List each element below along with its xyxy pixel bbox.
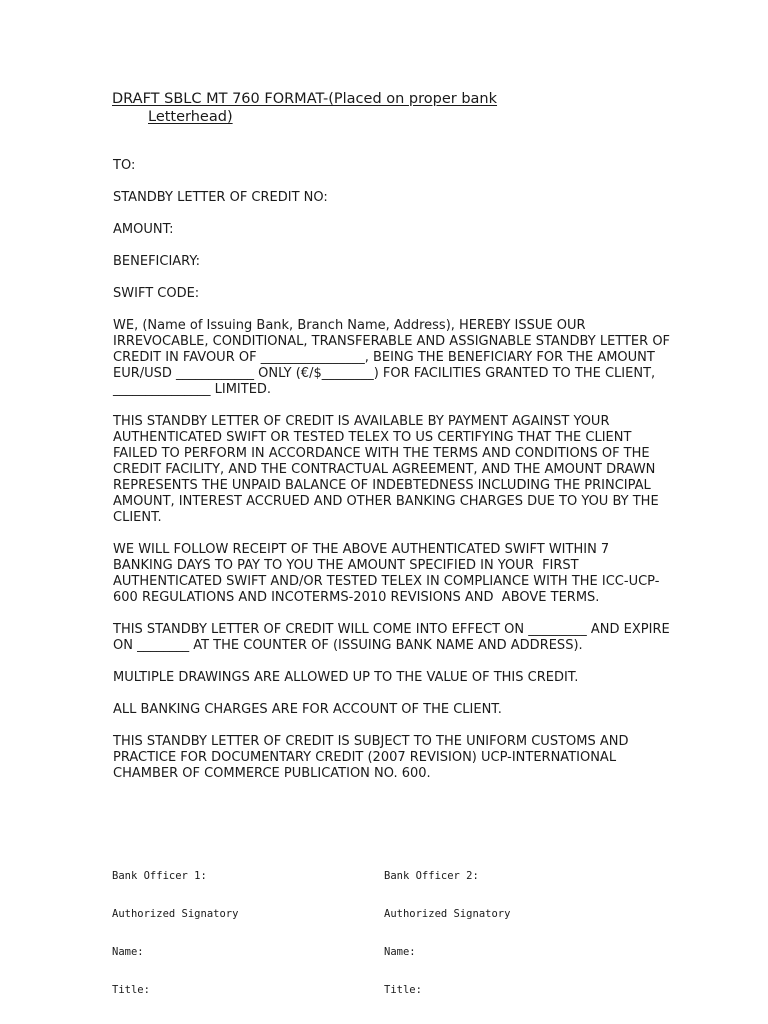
officer-label: Bank Officer 2:: [384, 870, 479, 883]
swift-code-field-label: SWIFT CODE:: [113, 286, 200, 301]
governing-rules-paragraph: THIS STANDBY LETTER OF CREDIT IS SUBJECT TO THE UNIFORM CUSTOMS AND PRACTICE FOR DOCUMENTARY CREDIT (2007 REVISION) UCP-INTERNATIONAL CHAMBER OF COMMERCE PUBLICATION NO. 600.: [113, 734, 633, 781]
officer-role: Authorized Signatory: [112, 907, 239, 920]
validity-paragraph: THIS STANDBY LETTER OF CREDIT WILL COME INTO EFFECT ON _________ AND EXPIRE ON ________ AT THE COUNTER OF (ISSUING BANK NAME AND ADDRESS).: [113, 622, 674, 653]
officer-title-label: Title:: [112, 983, 150, 996]
signature-block-officer-2: [384, 845, 510, 1021]
availability-paragraph: THIS STANDBY LETTER OF CREDIT IS AVAILABLE BY PAYMENT AGAINST YOUR AUTHENTICATED SWIFT OR TESTED TELEX TO US CERTIFYING THAT THE CLIENT FAILED TO PERFORM IN ACCORDANCE WITH THE TERMS AND CONDITIONS OF THE CREDIT FACILITY, AND THE CONTRACTUAL AGREEMENT, AND THE AMOUNT DRAWN REPRESENTS THE UNPAID BALANCE OF INDEBTEDNESS INCLUDING THE PRINCIPAL AMOUNT, INTEREST ACCRUED AND OTHER BANKING CHARGES DUE TO YOU BY THE CLIENT.: [113, 414, 663, 525]
officer-name-label: Name:: [384, 945, 416, 958]
issuance-paragraph: WE, (Name of Issuing Bank, Branch Name, Address), HEREBY ISSUE OUR IRREVOCABLE, CONDITIONAL, TRANSFERABLE AND ASSIGNABLE STANDBY LETTER OF CREDIT IN FAVOUR OF ________________, BEING THE BENEFICIARY FOR THE AMOUNT EUR/USD ____________ ONLY (€/$________) FOR FACILITIES GRANTED TO THE CLIENT, _______________ LIMITED.: [113, 318, 675, 397]
officer-title-label: Title:: [384, 983, 422, 996]
officer-name-label: Name:: [112, 945, 144, 958]
beneficiary-field-label: BENEFICIARY:: [113, 254, 200, 269]
document-title-line-1: DRAFT SBLC MT 760 FORMAT-(Placed on proper bank: [112, 91, 498, 107]
payment-paragraph: WE WILL FOLLOW RECEIPT OF THE ABOVE AUTHENTICATED SWIFT WITHIN 7 BANKING DAYS TO PAY TO YOU THE AMOUNT SPECIFIED IN YOUR FIRST AUTHENTICATED SWIFT AND/OR TESTED TELEX IN COMPLIANCE WITH THE ICC-UCP-600 REGULATIONS AND INCOTERMS-2010 REVISIONS AND ABOVE TERMS.: [113, 542, 660, 605]
document-title: [112, 90, 672, 126]
document-title-line-2: Letterhead): [148, 109, 233, 125]
sblc-number-field-label: STANDBY LETTER OF CREDIT NO:: [113, 190, 328, 205]
document-body: [113, 158, 673, 798]
officer-label: Bank Officer 1:: [112, 870, 207, 883]
officer-role: Authorized Signatory: [384, 907, 511, 920]
to-field-label: TO:: [113, 158, 136, 173]
drawings-paragraph: MULTIPLE DRAWINGS ARE ALLOWED UP TO THE VALUE OF THIS CREDIT.: [113, 670, 579, 685]
signature-block-officer-1: [112, 845, 238, 1021]
amount-field-label: AMOUNT:: [113, 222, 174, 237]
charges-paragraph: ALL BANKING CHARGES ARE FOR ACCOUNT OF THE CLIENT.: [113, 702, 502, 717]
